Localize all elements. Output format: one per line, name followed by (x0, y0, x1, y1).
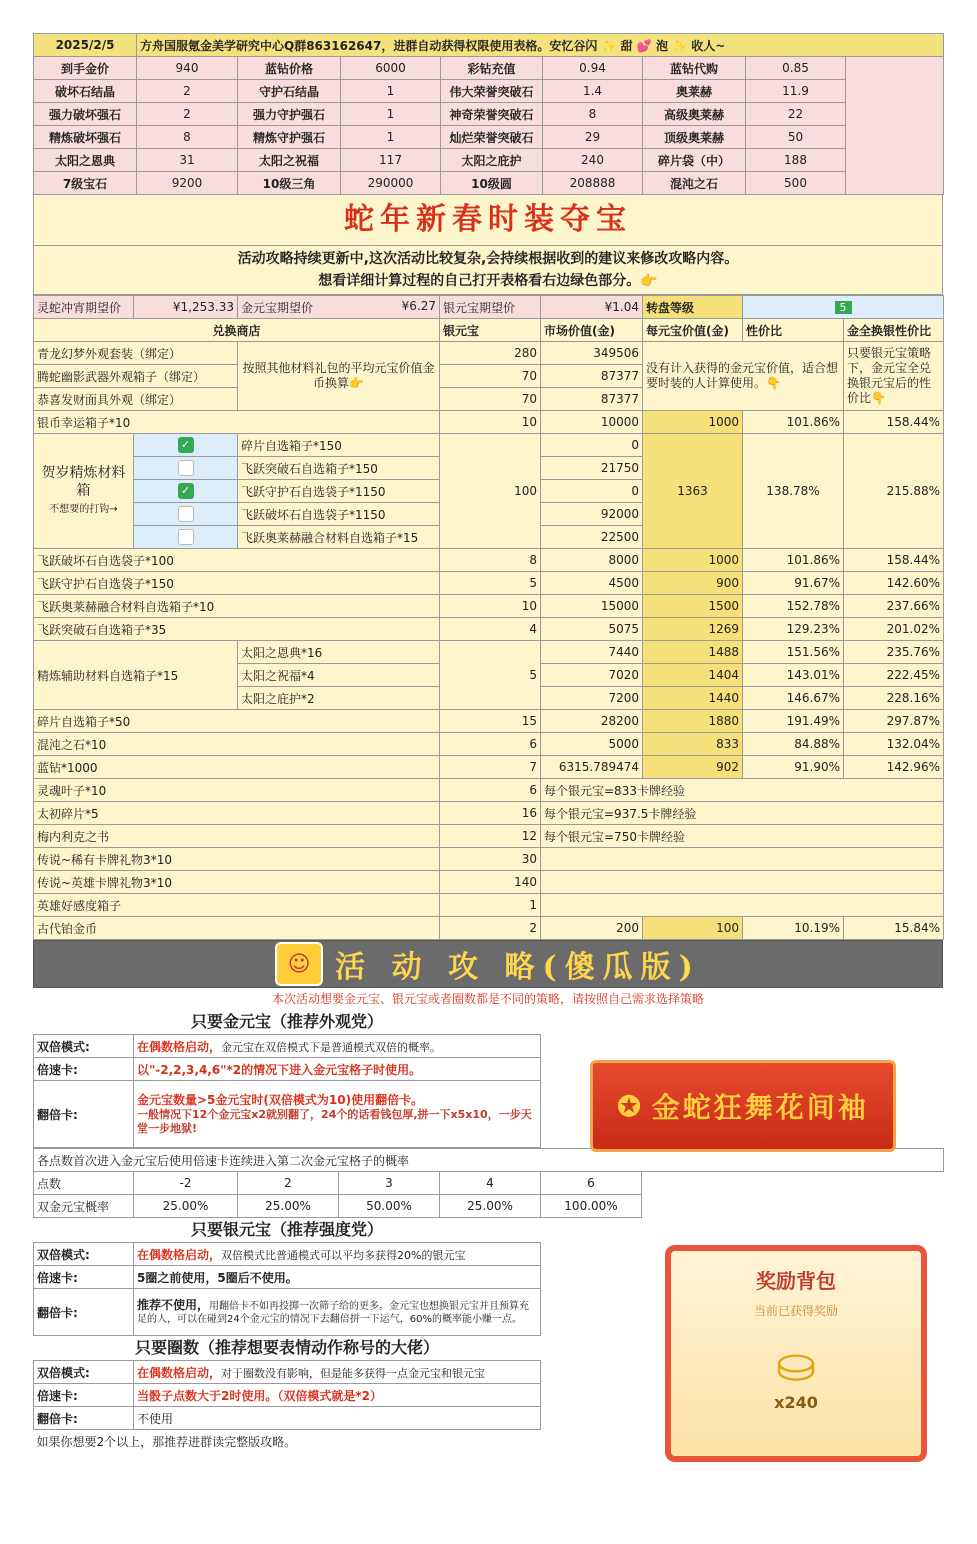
item-name: 飞跃奥莱赫融合材料自选箱子*10 (34, 595, 440, 618)
refine-item-name: 太阳之恩典*16 (238, 641, 440, 664)
gold-double-label: 双倍模式: (34, 1035, 134, 1058)
price-row (34, 57, 944, 80)
prob-caption: 各点数首次进入金元宝后使用倍速卡连续进入第二次金元宝格子的概率 (34, 1149, 944, 1172)
item-name: 银币幸运箱子*10 (34, 411, 440, 434)
bundle-item-name: 碎片自选箱子*150 (238, 434, 440, 457)
refine-item-name: 太阳之祝福*4 (238, 664, 440, 687)
item-name: 青龙幻梦外观套装（绑定） (34, 342, 238, 365)
event-title: 蛇年新春时装夺宝 (33, 195, 943, 246)
price-label: 高级奥莱赫 (643, 103, 746, 126)
prob-point: 6 (541, 1172, 642, 1195)
reward-title: 奖励背包 (756, 1269, 836, 1293)
price-value[interactable]: 2 (137, 103, 238, 126)
price-label: 10级三角 (238, 172, 341, 195)
prob-spacer (642, 1195, 944, 1218)
price-value[interactable]: 0.85 (746, 57, 846, 80)
price-value[interactable]: 208888 (543, 172, 643, 195)
price-label: 伟大荣誉突破石 (441, 80, 543, 103)
col-ratio: 性价比 (743, 319, 844, 342)
item-market: 200 (541, 917, 643, 940)
price-label: 守护石结晶 (238, 80, 341, 103)
item-silver: 2 (440, 917, 541, 940)
refine-item-market: 7200 (541, 687, 643, 710)
expect-label-2 (238, 296, 440, 319)
prob-point: 2 (238, 1172, 339, 1195)
bundle-item-name: 飞跃破坏石自选袋子*1150 (238, 503, 440, 526)
refine-item-name: 太阳之庇护*2 (238, 687, 440, 710)
shop-table (33, 295, 944, 940)
item-all-ratio: 201.02% (844, 618, 944, 641)
price-value[interactable]: 1 (341, 126, 441, 149)
item-silver: 10 (440, 411, 541, 434)
price-value[interactable]: 188 (746, 149, 846, 172)
refine-all-ratio: 222.45% (844, 664, 944, 687)
item-name: 梅内利克之书 (34, 825, 440, 848)
card-exp-note (541, 871, 944, 894)
card-row (34, 779, 944, 802)
refine-ratio: 146.67% (743, 687, 844, 710)
guide-table (33, 1010, 541, 1148)
card-row (34, 802, 944, 825)
checkbox-icon[interactable] (178, 529, 194, 545)
notice-line-1: 活动攻略持续更新中,这次活动比较复杂,会持续根据收到的建议来修改攻略内容。 (237, 251, 739, 267)
item-name: 飞跃突破石自选箱子*35 (34, 618, 440, 641)
prob-rate: 25.00% (134, 1195, 238, 1218)
silver-double-a: 在偶数格启动， (137, 1247, 222, 1262)
item-all-ratio: 132.04% (844, 733, 944, 756)
silver-flip-b: 用翻倍卡不如再投掷一次筛子给的更多。金元宝也想换银元宝并且预算充足的人，可以在碰到24个金元宝的情况下去翻倍拼一下运气，60%的概率能小赚一点。 (137, 1301, 530, 1325)
price-value[interactable]: 500 (746, 172, 846, 195)
col-per-ingot: 每元宝价值(金) (643, 319, 743, 342)
item-silver: 30 (440, 848, 541, 871)
item-name: 恭喜发财面具外观（绑定） (34, 388, 238, 411)
price-label: 太阳之祝福 (238, 149, 341, 172)
laps-flip-label: 翻倍卡: (34, 1407, 134, 1430)
price-value[interactable]: 2 (137, 80, 238, 103)
item-market: 87377 (541, 388, 643, 411)
bundle-checkbox-cell (134, 526, 238, 549)
bundle-item-market: 21750 (541, 457, 643, 480)
bundle-item-market: 0 (541, 434, 643, 457)
bundle-item-name: 飞跃奥莱赫融合材料自选箱子*15 (238, 526, 440, 549)
sheet-title: 方舟国服氪金美学研究中心Q群863162647，进群自动获得权限使用表格。安忆谷闪 ✨ 甜 💕 泡 ✨ 收人~ (137, 34, 944, 57)
bundle-per-ingot: 1363 (643, 434, 743, 549)
expect-label-1: 灵蛇冲宵期望价 (34, 296, 134, 319)
card-row (34, 894, 944, 917)
price-value[interactable]: 0.94 (543, 57, 643, 80)
item-all-ratio: 237.66% (844, 595, 944, 618)
price-label: 奥莱赫 (643, 80, 746, 103)
header-row (34, 34, 944, 57)
card-row (34, 825, 944, 848)
item-silver: 70 (440, 365, 541, 388)
wheel-level-cell[interactable] (743, 296, 944, 319)
expect-row (34, 296, 944, 319)
price-label: 彩钻充值 (441, 57, 543, 80)
prob-points-label: 点数 (34, 1172, 134, 1195)
item-silver: 5 (440, 572, 541, 595)
laps-flip-text: 不使用 (134, 1407, 541, 1430)
price-value[interactable]: 11.9 (746, 80, 846, 103)
bundle-hint: 不想要的打钩→ (49, 504, 118, 516)
notice-line-2: 想看详细计算过程的自己打开表格看右边绿色部分。👉 (318, 273, 658, 289)
card-exp-note (541, 894, 944, 917)
guide-footer: 如果你想要2个以上，那推荐进群读完整版攻略。 (36, 1434, 297, 1449)
item-name: 混沌之石*10 (34, 733, 440, 756)
costume-banner-text: 金蛇狂舞花间袖 (651, 1091, 869, 1124)
item-per-ingot: 1000 (643, 549, 743, 572)
item-all-ratio: 297.87% (844, 710, 944, 733)
item-silver: 16 (440, 802, 541, 825)
price-label: 强力破坏强石 (34, 103, 137, 126)
col-all-ratio: 金全换银性价比 (844, 319, 944, 342)
laps-speed-label: 倍速卡: (34, 1384, 134, 1407)
item-market: 10000 (541, 411, 643, 434)
price-row (34, 80, 944, 103)
card-exp-note: 每个银元宝=937.5卡牌经验 (541, 802, 944, 825)
date-cell[interactable]: 2025/2/5 (34, 34, 137, 57)
price-row (34, 103, 944, 126)
price-value[interactable]: 1 (341, 80, 441, 103)
all-gold-note: 只要银元宝策略下，金元宝全兑换银元宝后的性价比👇 (844, 342, 944, 411)
swirl-icon: ✪ (617, 1089, 644, 1123)
wheel-level-value[interactable]: 5 (835, 301, 852, 314)
item-ratio: 91.90% (743, 756, 844, 779)
item-ratio: 129.23% (743, 618, 844, 641)
item-name: 灵魂叶子*10 (34, 779, 440, 802)
item-all-ratio: 142.96% (844, 756, 944, 779)
prob-point: 4 (440, 1172, 541, 1195)
price-row (34, 126, 944, 149)
refine-per-ingot: 1440 (643, 687, 743, 710)
gold-speed-label: 倍速卡: (34, 1058, 134, 1081)
card-exp-note: 每个银元宝=833卡牌经验 (541, 779, 944, 802)
price-table (33, 33, 944, 195)
item-name: 飞跃守护石自选袋子*150 (34, 572, 440, 595)
item-silver: 6 (440, 779, 541, 802)
item-ratio: 152.78% (743, 595, 844, 618)
bundle-checkbox-cell (134, 503, 238, 526)
shop-row (34, 549, 944, 572)
item-per-ingot: 1880 (643, 710, 743, 733)
bundle-checkbox-cell (134, 480, 238, 503)
price-label: 到手金价 (34, 57, 137, 80)
item-market: 28200 (541, 710, 643, 733)
shop-row (34, 733, 944, 756)
item-market: 5075 (541, 618, 643, 641)
shop-row (34, 618, 944, 641)
bundle-label-cell (34, 434, 134, 549)
price-label: 太阳之庇护 (441, 149, 543, 172)
wheel-level-label: 转盘等级 (643, 296, 743, 319)
laps-double-label: 双倍模式: (34, 1361, 134, 1384)
gold-flip-b: 一般情况下12个金元宝x2就别翻了，24个的话看钱包厚,拼一下x5x10，一步天堂一步地狱! (137, 1107, 532, 1135)
item-market: 349506 (541, 342, 643, 365)
price-value[interactable]: 31 (137, 149, 238, 172)
prob-rate: 25.00% (440, 1195, 541, 1218)
refine-all-ratio: 228.16% (844, 687, 944, 710)
item-name: 英雄好感度箱子 (34, 894, 440, 917)
item-all-ratio: 142.60% (844, 572, 944, 595)
price-value[interactable]: 9200 (137, 172, 238, 195)
item-silver: 70 (440, 388, 541, 411)
bundle-label: 贺岁精炼材料箱 (41, 465, 126, 499)
price-value[interactable]: 117 (341, 149, 441, 172)
card-exp-note: 每个银元宝=750卡牌经验 (541, 825, 944, 848)
bundle-item-market: 22500 (541, 526, 643, 549)
item-silver: 12 (440, 825, 541, 848)
bundle-all-ratio: 215.88% (844, 434, 944, 549)
item-name: 腾蛇幽影武器外观箱子（绑定） (34, 365, 238, 388)
item-silver: 15 (440, 710, 541, 733)
item-silver: 7 (440, 756, 541, 779)
item-per-ingot: 1500 (643, 595, 743, 618)
item-market: 15000 (541, 595, 643, 618)
shop-header-row (34, 319, 944, 342)
silver-flip-label: 翻倍卡: (34, 1289, 134, 1336)
item-name: 飞跃破坏石自选袋子*100 (34, 549, 440, 572)
expect-label-2-text: 金元宝期望价 (241, 300, 314, 315)
checked-checkbox-icon[interactable]: ✓ (178, 483, 194, 499)
item-market: 4500 (541, 572, 643, 595)
gold-strategy-title: 只要金元宝（推荐外观党） (191, 1012, 384, 1031)
prob-rate: 25.00% (238, 1195, 339, 1218)
refine-row (34, 641, 944, 664)
item-per-ingot: 100 (643, 917, 743, 940)
gold-double-b: 金元宝在双倍模式下是普通模式双倍的概率。 (221, 1040, 442, 1054)
bundle-ratio: 138.78% (743, 434, 844, 549)
price-value[interactable]: 6000 (341, 57, 441, 80)
bundle-silver: 100 (440, 434, 541, 549)
price-row (34, 172, 944, 195)
silver-speed-text: 5圈之前使用，5圈后不使用。 (134, 1266, 541, 1289)
silver-double-label: 双倍模式: (34, 1243, 134, 1266)
bundle-checkbox-cell (134, 434, 238, 457)
price-spacer (846, 57, 944, 195)
price-label: 破坏石结晶 (34, 80, 137, 103)
silver-speed-label: 倍速卡: (34, 1266, 134, 1289)
laps-double-b: 对于圈数没有影响，但是能多获得一点金元宝和银元宝 (221, 1366, 486, 1380)
refine-item-market: 7440 (541, 641, 643, 664)
bundle-item-name: 飞跃突破石自选箱子*150 (238, 457, 440, 480)
price-value[interactable]: 8 (543, 103, 643, 126)
item-silver: 4 (440, 618, 541, 641)
spreadsheet (33, 33, 943, 1452)
shop-row (34, 411, 944, 434)
item-silver: 280 (440, 342, 541, 365)
item-all-ratio: 158.44% (844, 411, 944, 434)
card-exp-note (541, 848, 944, 871)
item-ratio: 91.67% (743, 572, 844, 595)
col-silver: 银元宝 (440, 319, 541, 342)
cosmetic-note: 按照其他材料礼包的平均元宝价值金币换算👉 (238, 342, 440, 411)
expect-value-1: ¥1,253.33 (134, 296, 238, 319)
price-label: 碎片袋（中） (643, 149, 746, 172)
prob-rate: 100.00% (541, 1195, 642, 1218)
item-per-ingot: 902 (643, 756, 743, 779)
price-label: 蓝钻代购 (643, 57, 746, 80)
prob-point: -2 (134, 1172, 238, 1195)
checkbox-icon[interactable] (178, 506, 194, 522)
guide-header (33, 940, 943, 988)
item-silver: 10 (440, 595, 541, 618)
gold-double-a: 在偶数格启动， (137, 1039, 222, 1054)
refine-ratio: 151.56% (743, 641, 844, 664)
card-row (34, 871, 944, 894)
laps-double-a: 在偶数格启动， (137, 1365, 222, 1380)
laps-strategy-title: 只要圈数（推荐想要表情动作称号的大佬） (135, 1338, 440, 1357)
price-value[interactable]: 240 (543, 149, 643, 172)
price-value[interactable]: 940 (137, 57, 238, 80)
price-label: 太阳之恩典 (34, 149, 137, 172)
item-name: 传说~稀有卡牌礼物3*10 (34, 848, 440, 871)
price-row (34, 149, 944, 172)
item-name: 传说~英雄卡牌礼物3*10 (34, 871, 440, 894)
item-market: 8000 (541, 549, 643, 572)
price-value[interactable]: 8 (137, 126, 238, 149)
expect-value-3: ¥1.04 (541, 296, 643, 319)
silver-double-b: 双倍模式比普通模式可以平均多获得20%的银元宝 (221, 1248, 466, 1262)
item-market: 87377 (541, 365, 643, 388)
shop-row (34, 572, 944, 595)
item-silver: 1 (440, 894, 541, 917)
guide-title: 活 动 攻 略(傻瓜版) (335, 950, 701, 985)
shop-row (34, 756, 944, 779)
prob-spacer (642, 1172, 944, 1195)
col-shop: 兑换商店 (34, 319, 440, 342)
price-label: 精炼破坏强石 (34, 126, 137, 149)
refine-item-market: 7020 (541, 664, 643, 687)
col-market: 市场价值(金) (541, 319, 643, 342)
item-all-ratio: 15.84% (844, 917, 944, 940)
item-market: 5000 (541, 733, 643, 756)
item-ratio: 10.19% (743, 917, 844, 940)
price-label: 灿烂荣誉突破石 (441, 126, 543, 149)
refine-silver: 5 (440, 641, 541, 710)
item-all-ratio: 158.44% (844, 549, 944, 572)
silver-strategy-title: 只要银元宝（推荐强度党） (191, 1220, 384, 1239)
refine-per-ingot: 1488 (643, 641, 743, 664)
bundle-row (34, 434, 944, 457)
price-value[interactable]: 22 (746, 103, 846, 126)
price-value[interactable]: 29 (543, 126, 643, 149)
probability-table (33, 1148, 944, 1218)
price-label: 蓝钻价格 (238, 57, 341, 80)
gold-ingot-icon: ⛀ (775, 1337, 817, 1393)
item-per-ingot: 833 (643, 733, 743, 756)
silver-table (33, 1218, 541, 1452)
refine-all-ratio: 235.76% (844, 641, 944, 664)
price-label: 强力守护强石 (238, 103, 341, 126)
gold-speed-text: 以"-2,2,3,4,6"*2的情况下进入金元宝格子时使用。 (134, 1058, 541, 1081)
item-silver: 6 (440, 733, 541, 756)
reward-subtitle: 当前已获得奖励 (753, 1304, 838, 1318)
expect-value-2: ¥6.27 (401, 298, 436, 313)
item-per-ingot: 1000 (643, 411, 743, 434)
laps-speed-text: 当骰子点数大于2时使用。（双倍模式就是*2） (134, 1384, 541, 1407)
prob-point: 3 (339, 1172, 440, 1195)
item-name: 古代铂金币 (34, 917, 440, 940)
item-market: 6315.789474 (541, 756, 643, 779)
price-value[interactable]: 1 (341, 103, 441, 126)
price-label: 10级圆 (441, 172, 543, 195)
item-ratio: 84.88% (743, 733, 844, 756)
prob-rate-label: 双金元宝概率 (34, 1195, 134, 1218)
item-ratio: 191.49% (743, 710, 844, 733)
shop-row (34, 595, 944, 618)
checked-checkbox-icon[interactable]: ✓ (178, 437, 194, 453)
mascot-avatar-icon: ☺ (275, 942, 323, 986)
checkbox-icon[interactable] (178, 460, 194, 476)
price-label: 7级宝石 (34, 172, 137, 195)
costume-banner-image (590, 1060, 896, 1152)
gold-flip-label: 翻倍卡: (34, 1081, 134, 1148)
item-name: 蓝钻*1000 (34, 756, 440, 779)
bundle-item-market: 0 (541, 480, 643, 503)
price-value[interactable]: 1.4 (543, 80, 643, 103)
item-silver: 140 (440, 871, 541, 894)
item-per-ingot: 900 (643, 572, 743, 595)
shop-row (34, 710, 944, 733)
price-label: 混沌之石 (643, 172, 746, 195)
price-value[interactable]: 50 (746, 126, 846, 149)
prob-rate: 50.00% (339, 1195, 440, 1218)
item-ratio: 101.86% (743, 411, 844, 434)
price-label: 神奇荣誉突破石 (441, 103, 543, 126)
cosmetic-note-2: 没有计入获得的金元宝价值，适合想要时装的人计算使用。👇 (643, 342, 844, 411)
reward-bag-panel (665, 1245, 927, 1462)
shop-row (34, 917, 944, 940)
price-label: 精炼守护强石 (238, 126, 341, 149)
refine-ratio: 143.01% (743, 664, 844, 687)
price-value[interactable]: 290000 (341, 172, 441, 195)
refine-per-ingot: 1404 (643, 664, 743, 687)
refine-label: 精炼辅助材料自选箱子*15 (34, 641, 238, 710)
item-silver: 8 (440, 549, 541, 572)
bundle-checkbox-cell (134, 457, 238, 480)
card-row (34, 848, 944, 871)
shop-row (34, 342, 944, 365)
item-name: 太初碎片*5 (34, 802, 440, 825)
item-per-ingot: 1269 (643, 618, 743, 641)
guide-subtitle: 本次活动想要金元宝、银元宝或者圈数都是不同的策略，请按照自己需求选择策略 (33, 988, 943, 1010)
silver-flip-a: 推荐不使用， (137, 1298, 210, 1312)
reward-count: x240 (774, 1393, 818, 1412)
bundle-item-name: 飞跃守护石自选袋子*1150 (238, 480, 440, 503)
event-notice (33, 246, 943, 295)
price-label: 顶级奥莱赫 (643, 126, 746, 149)
item-name: 碎片自选箱子*50 (34, 710, 440, 733)
bundle-item-market: 92000 (541, 503, 643, 526)
item-ratio: 101.86% (743, 549, 844, 572)
expect-label-3: 银元宝期望价 (440, 296, 541, 319)
gold-flip-a: 金元宝数量>5金元宝时(双倍模式为10)使用翻倍卡。 (137, 1092, 424, 1107)
